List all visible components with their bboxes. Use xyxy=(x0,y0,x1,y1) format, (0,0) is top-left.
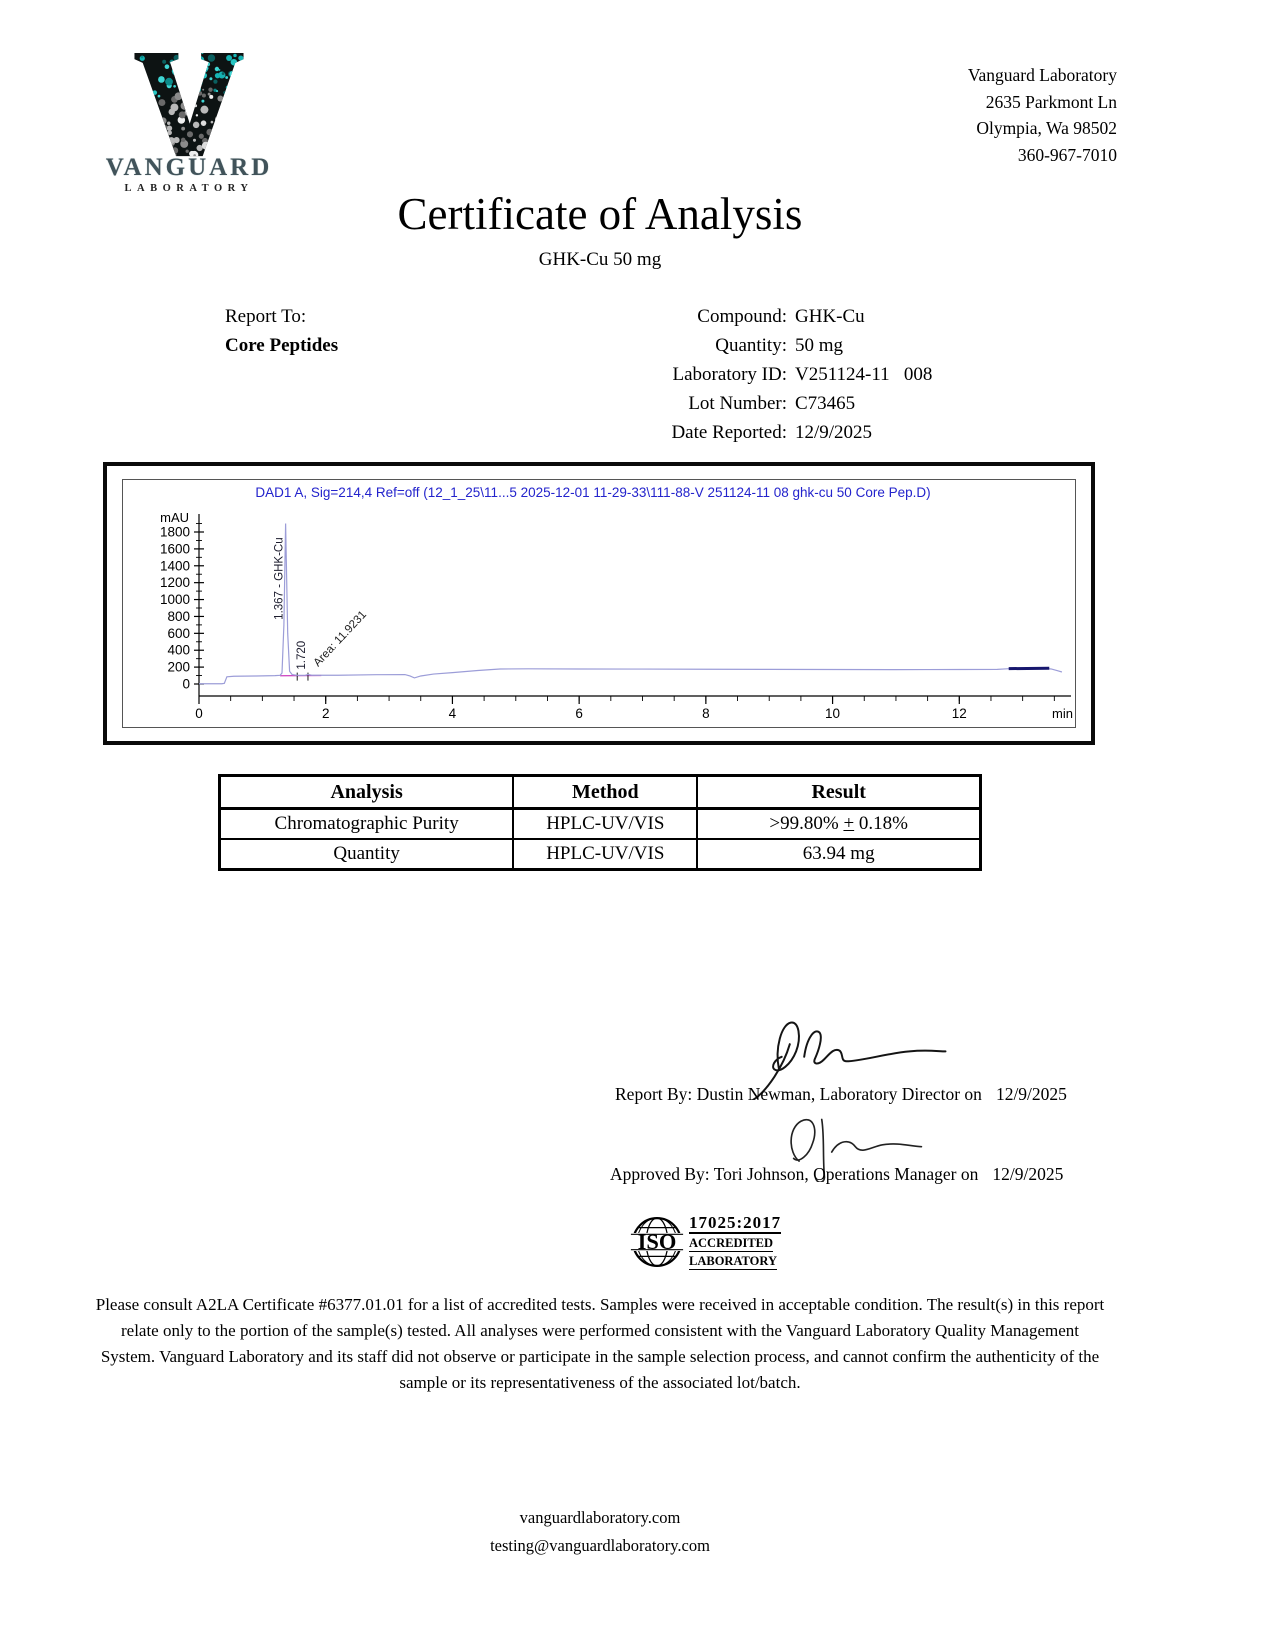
info-label: Compound: xyxy=(697,306,787,327)
svg-text:10: 10 xyxy=(825,706,841,721)
cell-method: HPLC-UV/VIS xyxy=(513,809,697,840)
info-value: V251124-11 008 xyxy=(795,364,933,385)
svg-text:min: min xyxy=(1052,706,1073,721)
report-to-value: Core Peptides xyxy=(225,335,339,356)
vanguard-logo xyxy=(103,50,275,194)
col-method: Method xyxy=(513,776,697,809)
chromatogram-chart xyxy=(123,480,1077,731)
iso-badge-text xyxy=(689,1214,781,1270)
svg-text:8: 8 xyxy=(702,706,710,721)
product-subtitle: GHK-Cu 50 mg xyxy=(538,249,662,270)
chromatogram-plot-frame xyxy=(122,479,1076,728)
info-row-date-reported xyxy=(460,418,932,447)
info-label: Date Reported: xyxy=(671,422,787,443)
info-label: Lot Number: xyxy=(688,393,787,414)
report-by-line xyxy=(615,1084,1067,1105)
sample-info-fields xyxy=(460,302,932,447)
footer xyxy=(0,1504,1200,1560)
footer-email: testing@vanguardlaboratory.com xyxy=(490,1536,710,1555)
logo-wordmark-sub: LABORATORY xyxy=(124,183,254,194)
iso-accreditation-badge xyxy=(630,1214,781,1270)
svg-text:1000: 1000 xyxy=(159,592,190,608)
vanguard-v-icon xyxy=(104,50,274,160)
chromatogram-panel xyxy=(103,462,1095,745)
svg-text:1800: 1800 xyxy=(159,524,190,540)
info-value: 12/9/2025 xyxy=(795,422,873,443)
svg-text:4: 4 xyxy=(448,706,457,721)
results-table xyxy=(218,774,982,871)
table-row-quantity xyxy=(220,839,981,870)
info-row-compound xyxy=(460,302,932,331)
col-analysis: Analysis xyxy=(220,776,514,809)
svg-text:6: 6 xyxy=(575,706,583,721)
approved-by-line xyxy=(610,1164,1063,1185)
lab-street: 2635 Parkmont Ln xyxy=(985,91,1117,112)
info-value: C73465 xyxy=(795,393,856,414)
svg-text:Area: 11.9231: Area: 11.9231 xyxy=(311,608,370,670)
cell-analysis: Quantity xyxy=(220,839,514,870)
info-label: Laboratory ID: xyxy=(672,364,787,385)
svg-text:0: 0 xyxy=(195,706,203,721)
cell-method: HPLC-UV/VIS xyxy=(513,839,697,870)
iso-globe-icon xyxy=(630,1215,684,1269)
col-result: Result xyxy=(697,776,980,809)
lab-phone: 360-967-7010 xyxy=(1017,144,1117,165)
footer-website: vanguardlaboratory.com xyxy=(519,1508,681,1527)
info-label: Quantity: xyxy=(715,335,787,356)
info-row-laboratory-id xyxy=(460,360,932,389)
svg-text:0: 0 xyxy=(182,676,190,692)
report-by-text: Report By: Dustin Newman, Laboratory Director on xyxy=(615,1084,982,1104)
page-title: Certificate of Analysis xyxy=(397,189,803,239)
table-row-purity xyxy=(220,809,981,840)
result-post: 0.18% xyxy=(854,813,908,834)
svg-text:1.720: 1.720 xyxy=(295,640,308,670)
lab-city: Olympia, Wa 98502 xyxy=(976,118,1117,138)
svg-text:ISO: ISO xyxy=(637,1228,677,1254)
report-date: 12/9/2025 xyxy=(995,1084,1067,1104)
svg-text:200: 200 xyxy=(167,659,190,675)
info-value: 50 mg xyxy=(795,335,844,356)
result-pre: >99.80% xyxy=(769,813,844,834)
results-header-row xyxy=(220,776,981,809)
disclaimer-text: Please consult A2LA Certificate #6377.01.01 for a list of accredited tests. Samples were received in acceptable condition. The result(s) in this report relate only to the portion of the sample(s) tested. All analyses were performed consistent with the Vanguard Laboratory Quality Management System. Vanguard Laboratory and its staff did not observe or participate in the sample selection process, and cannot confirm the authenticity of the sample or its representativeness of the associated lot/batch. xyxy=(95,1295,1105,1392)
lab-address xyxy=(968,62,1117,168)
logo-wordmark: VANGUARD xyxy=(105,154,273,181)
report-to-block xyxy=(225,302,338,360)
svg-text:1600: 1600 xyxy=(159,541,190,557)
result-plusminus: + xyxy=(843,813,855,834)
report-to-label: Report To: xyxy=(225,306,307,327)
info-value: GHK-Cu xyxy=(795,306,865,327)
svg-text:2: 2 xyxy=(321,706,330,721)
cell-analysis: Chromatographic Purity xyxy=(220,809,514,840)
approved-by-text: Approved By: Tori Johnson, Operations Manager on xyxy=(610,1164,979,1184)
iso-laboratory: LABORATORY xyxy=(689,1254,778,1268)
svg-text:12: 12 xyxy=(951,706,967,721)
info-row-lot-number xyxy=(460,389,932,418)
info-row-quantity xyxy=(460,331,932,360)
approved-date: 12/9/2025 xyxy=(992,1164,1064,1184)
svg-text:1400: 1400 xyxy=(159,558,190,574)
svg-text:400: 400 xyxy=(167,642,190,658)
iso-accredited: ACCREDITED xyxy=(689,1236,774,1250)
cell-result: 63.94 mg xyxy=(697,839,980,870)
svg-text:800: 800 xyxy=(167,608,190,624)
svg-text:mAU: mAU xyxy=(160,510,189,525)
svg-text:600: 600 xyxy=(167,625,190,641)
lab-name: Vanguard Laboratory xyxy=(967,65,1117,85)
svg-text:1.367 - GHK-Cu: 1.367 - GHK-Cu xyxy=(273,537,286,620)
svg-text:DAD1 A, Sig=214,4 Ref=off (12_: DAD1 A, Sig=214,4 Ref=off (12_1_25\11...5 2025-12-01 11-29-33\111-88-V 251124-11 08 ghk-cu 50 Core Pep.D) xyxy=(255,485,931,500)
iso-standard: 17025:2017 xyxy=(689,1213,782,1232)
cell-result xyxy=(697,809,980,840)
svg-text:1200: 1200 xyxy=(159,575,190,591)
